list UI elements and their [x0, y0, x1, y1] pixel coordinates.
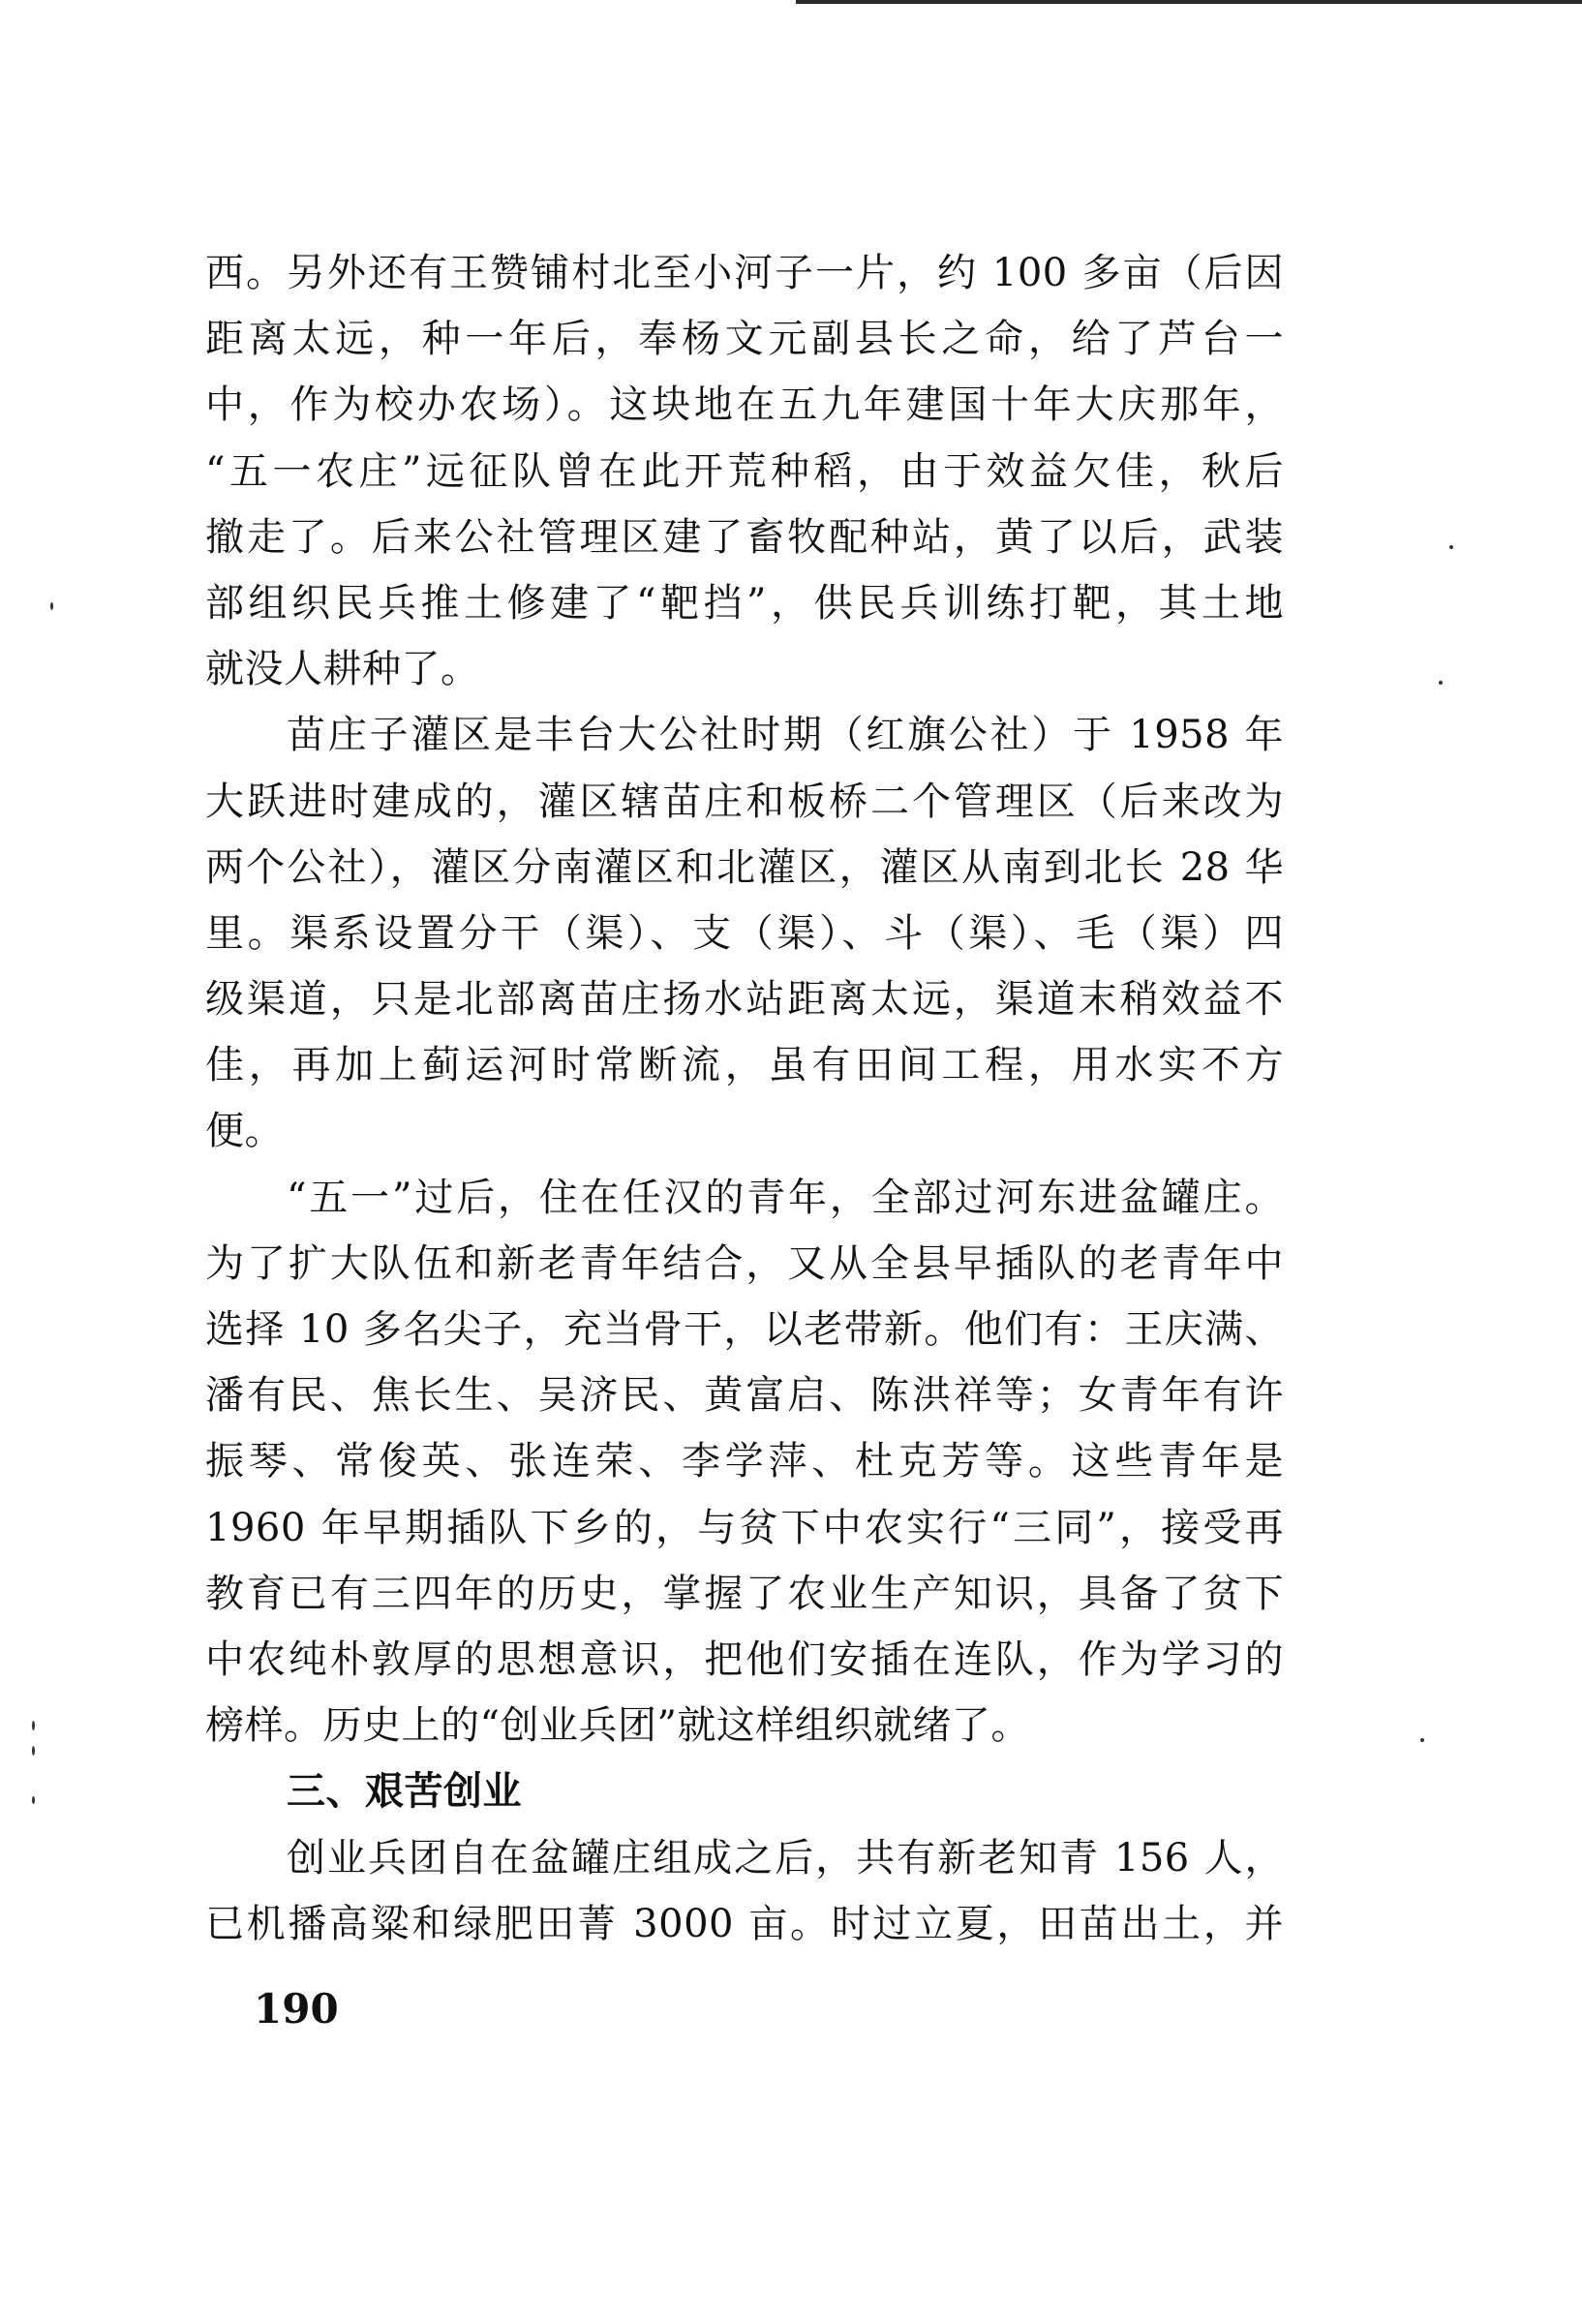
text-line: 大跃进时建成的，灌区辖苗庄和板桥二个管理区（后来改为: [205, 779, 1284, 824]
text-line: 两个公社），灌区分南灌区和北灌区，灌区从南到北长 28 华: [205, 844, 1284, 890]
text-line: 选择 10 多名尖子，充当骨干，以老带新。他们有：王庆满、: [205, 1307, 1284, 1352]
scan-speck: [32, 1721, 35, 1730]
top-rule: [796, 0, 1582, 4]
page-number: 190: [254, 1985, 339, 2033]
text-line: 级渠道，只是北部离苗庄扬水站距离太远，渠道末稍效益不: [205, 977, 1284, 1023]
text-line: 1960 年早期插队下乡的，与贫下中农实行“三同”，接受再: [205, 1505, 1284, 1550]
scan-speck: [50, 602, 53, 610]
text-line: 教育已有三四年的历史，掌握了农业生产知识，具备了贫下: [205, 1571, 1284, 1616]
text-line: 中农纯朴敦厚的思想意识，把他们安插在连队，作为学习的: [205, 1636, 1284, 1682]
text-line: 部组织民兵推土修建了“靶挡”，供民兵训练打靶，其土地: [205, 580, 1284, 626]
text-line: 为了扩大队伍和新老青年结合，又从全县早插队的老青年中: [205, 1240, 1284, 1286]
text-line: 已机播高粱和绿肥田菁 3000 亩。时过立夏，田苗出土，并: [205, 1901, 1284, 1946]
section-heading: 三、艰苦创业: [287, 1768, 522, 1815]
text-line: 创业兵团自在盆罐庄组成之后，共有新老知青 156 人，: [287, 1835, 1284, 1881]
text-line: 佳，再加上蓟运河时常断流，虽有田间工程，用水实不方: [205, 1043, 1284, 1088]
text-line: 便。: [205, 1109, 284, 1154]
text-line: 就没人耕种了。: [205, 647, 480, 692]
scan-speck: [32, 1746, 35, 1756]
text-line: 苗庄子灌区是丰台大公社时期（红旗公社）于 1958 年: [287, 713, 1284, 758]
text-line: 振琴、常俊英、张连荣、李学萍、杜克芳等。这些青年是: [205, 1439, 1284, 1484]
scan-speck: [1420, 1738, 1424, 1742]
scan-speck: [1449, 545, 1453, 549]
text-line: “五一”过后，住在任汉的青年，全部过河东进盆罐庄。: [287, 1175, 1284, 1220]
body-text: [205, 240, 1284, 1957]
scan-speck: [32, 1796, 35, 1804]
text-line: 距离太远，种一年后，奉杨文元副县长之命，给了芦台一: [205, 317, 1284, 362]
text-line: 里。渠系设置分干（渠）、支（渠）、斗（渠）、毛（渠）四: [205, 910, 1284, 956]
text-line: “五一农庄”远征队曾在此开荒种稻，由于效益欠佳，秋后: [205, 448, 1284, 494]
text-line: 潘有民、焦长生、吴济民、黄富启、陈洪祥等；女青年有许: [205, 1373, 1284, 1419]
text-line: 西。另外还有王赞铺村北至小河子一片，约 100 多亩（后因: [205, 251, 1284, 295]
text-line: 榜样。历史上的“创业兵团”就这样组织就绪了。: [205, 1703, 1030, 1749]
text-line: 中，作为校办农场）。这块地在五九年建国十年大庆那年，: [205, 382, 1284, 428]
scan-speck: [1439, 681, 1443, 685]
text-line: 撤走了。后来公社管理区建了畜牧配种站，黄了以后，武装: [205, 514, 1284, 560]
